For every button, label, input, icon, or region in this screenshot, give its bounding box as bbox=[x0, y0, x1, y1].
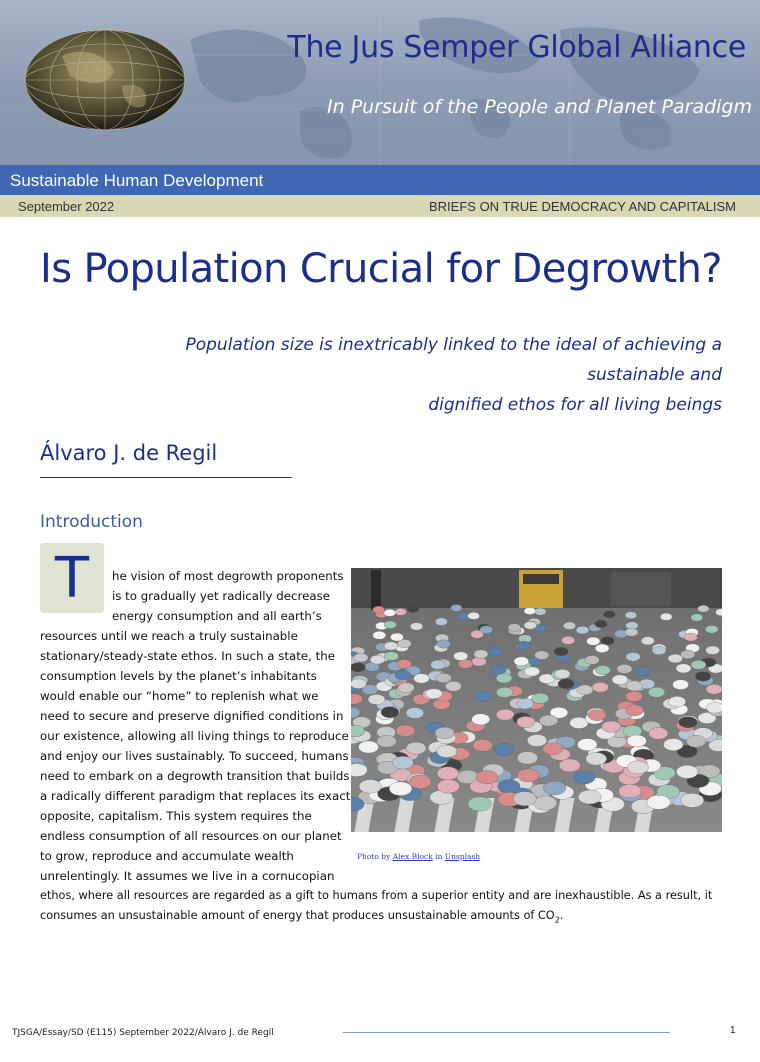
umbrella-shape bbox=[517, 769, 539, 782]
body-line: to grow, reproduce and accumulate wealth bbox=[40, 849, 294, 863]
umbrella-shape bbox=[384, 642, 398, 650]
umbrella-shape bbox=[436, 673, 452, 683]
umbrella-shape bbox=[706, 702, 722, 713]
author-underline bbox=[40, 477, 292, 478]
header-banner bbox=[0, 0, 760, 165]
body-line: endless consumption of all resources on our planet bbox=[40, 829, 342, 843]
umbrella-shape bbox=[627, 761, 648, 774]
umbrella-shape bbox=[676, 765, 698, 778]
umbrella-shape bbox=[406, 708, 424, 719]
umbrella-shape bbox=[706, 646, 720, 655]
umbrella-shape bbox=[410, 623, 423, 631]
umbrella-shape bbox=[384, 609, 396, 616]
umbrella-shape bbox=[627, 735, 647, 747]
umbrella-shape bbox=[595, 620, 607, 628]
umbrella-shape bbox=[684, 633, 697, 641]
umbrella-shape bbox=[577, 739, 597, 751]
umbrella-shape bbox=[395, 670, 411, 680]
umbrella-shape bbox=[390, 633, 403, 641]
umbrella-shape bbox=[473, 739, 493, 751]
umbrella-shape bbox=[406, 742, 426, 754]
umbrella-shape bbox=[474, 650, 488, 659]
author-name: Álvaro J. de Regil bbox=[40, 441, 218, 465]
umbrella-shape bbox=[595, 666, 610, 675]
umbrella-shape bbox=[617, 664, 632, 673]
umbrella-shape bbox=[668, 654, 683, 663]
umbrella-shape bbox=[454, 652, 468, 661]
umbrella-shape bbox=[698, 605, 709, 612]
organization-tagline: In Pursuit of the People and Planet Paradigm bbox=[327, 96, 752, 118]
subtitle-line: Population size is inextricably linked to the ideal of achieving a sustainable and bbox=[185, 335, 722, 385]
article-title: Is Population Crucial for Degrowth? bbox=[40, 246, 722, 292]
umbrella-shape bbox=[398, 683, 414, 693]
umbrella-shape bbox=[681, 793, 704, 807]
co2-subscript: 2 bbox=[554, 915, 560, 925]
umbrella-shape bbox=[647, 795, 670, 809]
umbrella-shape bbox=[517, 641, 531, 649]
umbrella-shape bbox=[370, 655, 385, 664]
body-line: opposite, capitalism. This system requires the bbox=[40, 809, 312, 823]
umbrella-shape bbox=[535, 651, 549, 660]
page-number: 1 bbox=[730, 1025, 736, 1036]
umbrella-shape bbox=[663, 739, 683, 751]
umbrella-shape bbox=[496, 687, 513, 697]
umbrella-shape bbox=[532, 693, 549, 703]
umbrella-shape bbox=[389, 782, 412, 796]
umbrella-shape bbox=[451, 605, 462, 612]
umbrella-shape bbox=[648, 687, 665, 697]
umbrella-shape bbox=[625, 628, 638, 636]
drop-cap: T bbox=[40, 543, 104, 613]
footer-divider bbox=[343, 1032, 670, 1033]
umbrella-shape bbox=[373, 631, 386, 639]
umbrella-shape bbox=[533, 796, 556, 810]
body-line: he vision of most degrowth proponents bbox=[112, 569, 344, 583]
umbrella-shape bbox=[488, 647, 502, 656]
body-line: stationary/steady-state ethos. In such a state, the bbox=[40, 649, 336, 663]
umbrella-shape bbox=[626, 681, 642, 691]
umbrella-shape bbox=[554, 647, 568, 656]
body-line: need to secure and preserve dignified conditions in bbox=[40, 709, 344, 723]
body-line: need to embark on a degrowth transition that builds bbox=[40, 769, 350, 783]
unsplash-link[interactable]: Unsplash bbox=[444, 852, 481, 861]
umbrella-shape bbox=[558, 679, 574, 689]
umbrella-shape bbox=[543, 781, 566, 795]
umbrella-shape bbox=[437, 767, 459, 780]
umbrella-shape bbox=[435, 727, 454, 739]
umbrella-shape bbox=[354, 653, 369, 662]
footer-reference: TJSGA/Essay/SD (E115) September 2022/Álvaro J. de Regil bbox=[12, 1028, 274, 1038]
umbrella-shape bbox=[491, 665, 506, 674]
umbrella-shape bbox=[513, 792, 536, 806]
umbrella-shape bbox=[445, 681, 461, 691]
umbrella-shape bbox=[373, 606, 385, 613]
body-line: would enable our “home” to replenish what we bbox=[40, 689, 319, 703]
umbrella-shape bbox=[573, 771, 595, 784]
umbrella-shape bbox=[555, 669, 571, 678]
umbrella-shape bbox=[359, 741, 379, 753]
photo-credit-middle: in bbox=[432, 852, 445, 861]
umbrella-shape bbox=[559, 759, 580, 772]
umbrella-shape bbox=[377, 735, 397, 747]
publication-date: September 2022 bbox=[18, 199, 115, 214]
umbrella-shape bbox=[578, 790, 601, 804]
umbrella-shape bbox=[437, 640, 451, 648]
umbrella-shape bbox=[395, 608, 407, 615]
umbrella-shape bbox=[669, 696, 686, 707]
umbrella-shape bbox=[601, 637, 614, 645]
section-heading: Introduction bbox=[40, 512, 143, 532]
umbrella-shape bbox=[514, 657, 529, 666]
umbrella-shape bbox=[381, 707, 399, 718]
umbrella-shape bbox=[392, 756, 413, 769]
umbrella-shape bbox=[706, 684, 722, 694]
umbrella-shape bbox=[431, 660, 446, 669]
body-line: energy consumption and all earth’s bbox=[112, 609, 322, 623]
body-line: our existence, allowing all living things to reproduce bbox=[40, 729, 349, 743]
umbrella-shape bbox=[626, 705, 644, 716]
organization-name: The Jus Semper Global Alliance bbox=[287, 30, 746, 65]
article-subtitle bbox=[92, 330, 722, 420]
umbrella-shape bbox=[691, 660, 706, 669]
umbrella-shape bbox=[602, 721, 621, 732]
umbrella-shape bbox=[705, 625, 718, 633]
body-line: consumption levels by the planet’s inhabitants bbox=[40, 669, 317, 683]
umbrella-shape bbox=[563, 622, 576, 630]
umbrella-shape bbox=[517, 716, 535, 727]
umbrella-shape bbox=[458, 659, 473, 668]
umbrella-shape bbox=[351, 679, 366, 689]
body-line: ethos, where all resources are regarded as a gift to humans from a superior entity and are inexhaustible. As a result, it bbox=[40, 889, 713, 902]
umbrella-shape bbox=[691, 614, 703, 621]
crowd-umbrellas-photo bbox=[351, 568, 722, 832]
sentence-end: . bbox=[559, 909, 564, 922]
umbrella-shape bbox=[384, 621, 396, 629]
umbrella-shape bbox=[524, 667, 539, 676]
umbrella-shape bbox=[472, 714, 490, 725]
umbrella-shape bbox=[679, 717, 697, 728]
body-line: and enjoy our lives sustainably. To succeed, humans bbox=[40, 749, 349, 763]
umbrella-shape bbox=[496, 709, 514, 720]
umbrella-shape bbox=[625, 612, 637, 619]
umbrella-shape bbox=[660, 613, 672, 620]
body-line: a radically different paradigm that replaces its exact bbox=[40, 789, 351, 803]
section-bar bbox=[0, 165, 760, 195]
umbrella-shape bbox=[480, 626, 493, 634]
date-bar bbox=[0, 195, 760, 217]
umbrella-shape bbox=[496, 673, 512, 683]
umbrella-shape bbox=[587, 637, 600, 645]
body-line: is to gradually yet radically decrease bbox=[112, 589, 330, 603]
umbrella-shape bbox=[681, 650, 695, 659]
umbrella-shape bbox=[588, 710, 606, 721]
umbrella-shape bbox=[468, 612, 480, 619]
umbrella-shape bbox=[595, 644, 609, 653]
umbrella-shape bbox=[475, 691, 492, 701]
umbrella-shape bbox=[539, 715, 557, 726]
umbrella-shape bbox=[508, 624, 521, 632]
umbrella-shape bbox=[577, 685, 593, 695]
subtitle-line: dignified ethos for all living beings bbox=[428, 395, 722, 415]
umbrella-shape bbox=[517, 752, 538, 765]
umbrella-shape bbox=[524, 607, 536, 614]
umbrella-shape bbox=[603, 611, 615, 618]
umbrella-shape bbox=[368, 694, 385, 704]
umbrella-shape bbox=[527, 735, 547, 747]
series-label: BRIEFS ON TRUE DEMOCRACY AND CAPITALISM bbox=[429, 199, 736, 214]
globe-logo-icon bbox=[22, 26, 188, 134]
photographer-link[interactable]: Alex Block bbox=[392, 852, 433, 861]
umbrella-shape bbox=[673, 680, 689, 690]
umbrella-shape bbox=[359, 780, 381, 794]
photo-credit-prefix: Photo by bbox=[357, 852, 393, 861]
umbrella-shape bbox=[437, 780, 459, 794]
umbrella-shape bbox=[384, 652, 398, 661]
umbrella-shape bbox=[626, 691, 643, 701]
umbrella-shape bbox=[468, 797, 491, 811]
umbrella-shape bbox=[414, 674, 430, 684]
umbrella-shape bbox=[652, 646, 666, 655]
umbrella-shape bbox=[409, 775, 431, 789]
umbrella-shape bbox=[612, 675, 628, 685]
umbrella-shape bbox=[516, 698, 533, 709]
body-line: consumes an unsustainable amount of energy that produces unsustainable amounts of CO bbox=[40, 909, 555, 922]
umbrella-shape bbox=[543, 743, 563, 755]
umbrella-shape bbox=[397, 660, 412, 669]
umbrella-shape bbox=[592, 682, 608, 692]
umbrella-shape bbox=[686, 735, 706, 747]
umbrella-shape bbox=[524, 622, 537, 630]
umbrella-shape bbox=[576, 626, 589, 634]
umbrella-shape bbox=[351, 663, 365, 672]
body-line-last bbox=[40, 909, 563, 924]
umbrella-shape bbox=[585, 655, 600, 664]
umbrella-shape bbox=[619, 784, 642, 798]
section-label: Sustainable Human Development bbox=[10, 171, 264, 190]
umbrella-shape bbox=[626, 652, 640, 661]
umbrella-shape bbox=[435, 618, 447, 626]
umbrella-shape bbox=[425, 689, 442, 699]
umbrella-shape bbox=[641, 637, 654, 645]
body-line: resources until we reach a truly sustainable bbox=[40, 629, 298, 643]
umbrella-shape bbox=[407, 606, 419, 613]
body-line: unrelentingly. It assumes we live in a cornucopian bbox=[40, 869, 335, 883]
umbrella-shape bbox=[676, 664, 691, 673]
umbrella-shape bbox=[396, 725, 415, 737]
umbrella-shape bbox=[562, 636, 575, 644]
umbrella-shape bbox=[437, 745, 457, 757]
umbrella-shape bbox=[494, 743, 514, 755]
umbrella-shape bbox=[635, 667, 650, 676]
umbrella-shape bbox=[534, 608, 546, 615]
umbrella-shape bbox=[649, 728, 668, 740]
photo-credit bbox=[357, 852, 480, 861]
umbrella-shape bbox=[586, 753, 607, 766]
umbrella-shape bbox=[695, 672, 711, 682]
umbrella-shape bbox=[476, 771, 498, 784]
